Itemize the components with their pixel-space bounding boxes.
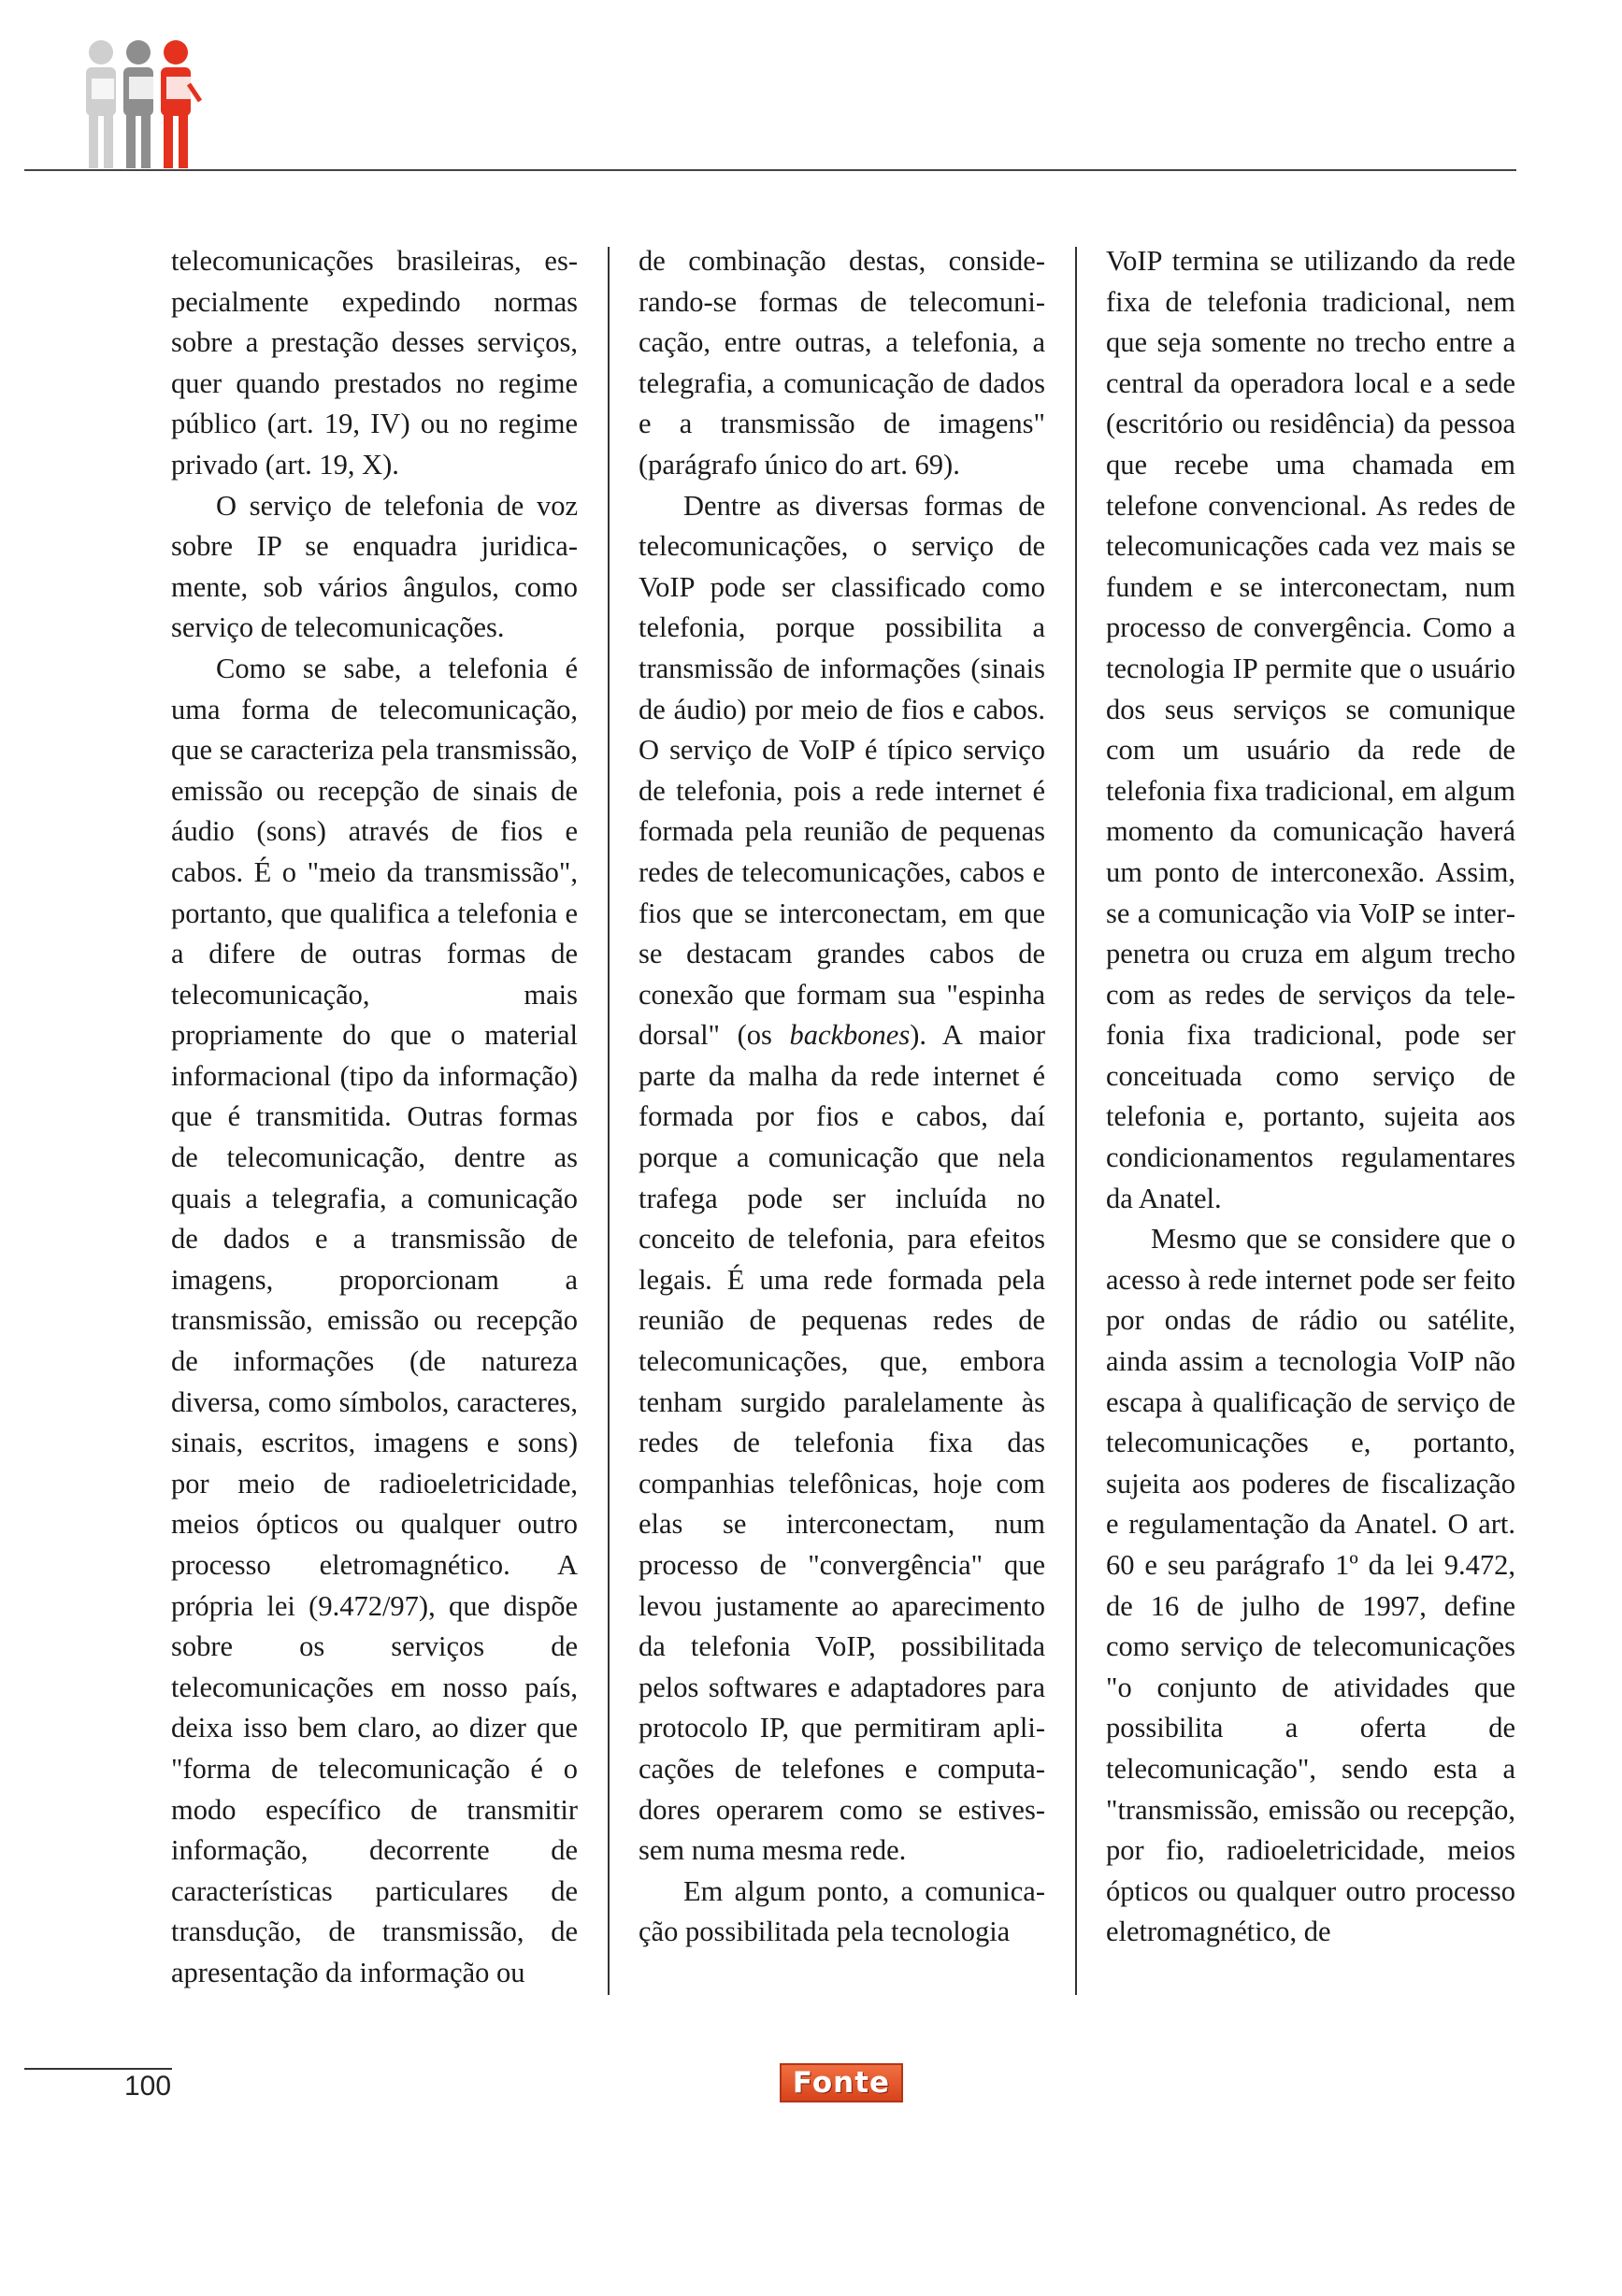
italic-term: backbones	[789, 1019, 911, 1052]
paragraph: telecomunicações brasileiras, especialmente expedindo normas sobre a prestação desses serviços, quer quando prestados no regime público (art. 19, IV) ou no regime privado (art. 19, X).	[171, 245, 578, 481]
paragraph: Em algum ponto, a comunicação possibilitada pela tecnologia	[639, 1874, 1045, 1948]
paragraph: Mesmo que se considere que o acesso à rede internet pode ser feito por ondas de rádio ou satélite, ainda assim a tecnologia VoIP não escapa à qualificação de serviço de telecomunicações e, portanto, sujeita aos poderes de fiscalização e regulamentação da Anatel. O art. 60 e seu parágrafo 1º da lei 9.472, de 16 de julho de 1997, define como serviço de telecomunicações "o conjunto de atividades que possibilita a oferta de telecomunicação", sendo esta a "transmissão, emissão ou recepção, por fio, radioeletricidade, meios ópticos ou qualquer outro processo eletromagnético, de	[1106, 1223, 1515, 1948]
fonte-logo: Fonte	[780, 2063, 903, 2102]
paragraph: VoIP termina se utilizando da rede fixa de telefonia tradicional, nem que seja somente no trecho entre a central da operadora local e a sede (escritório ou residência) da pessoa que recebe uma chamada em telefone convencional. As redes de telecomunicações cada vez mais se fundem e se interconectam, num processo de convergência. Como a tecnologia IP permite que o usuário dos seus serviços se comunique com um usuário da rede de telefonia fixa tradicional, em algum momento da comunicação haverá um ponto de interconexão. Assim, se a comunicação via VoIP se interpenetra ou cruza em algum trecho com as redes de serviços da telefonia fixa tradicional, pode ser conceituada como serviço de telefonia e, portanto, sujeita aos condicionamentos regulamentares da Anatel.	[1106, 245, 1515, 1214]
people-group-logo-icon	[73, 36, 213, 176]
paragraph: de combinação destas, considerando-se formas de telecomunicação, entre outras, a telefonia, a telegrafia, a comunicação de dados e a transmissão de imagens" (parágrafo único do art. 69).	[639, 245, 1045, 481]
text-column-2	[639, 241, 1045, 1999]
paragraph: Como se sabe, a telefonia é uma forma de telecomunicação, que se caracteriza pela transmissão, emissão ou recepção de sinais de áudio (sons) através de fios e cabos. É o "meio da transmissão", portanto, que qualifica a telefonia e a difere de outras formas de telecomunicação, mais propriamente do que o material informacional (tipo da informação) que é transmitida. Outras formas de telecomunicação, dentre as quais a telegrafia, a comunicação de dados e a transmissão de imagens, proporcionam a transmissão, emissão ou recepção de informações (de natureza diversa, como símbolos, caracteres, sinais, escritos, imagens e sons) por meio de radioeletricidade, meios ópticos ou qualquer outro processo eletromagnético. A própria lei (9.472/97), que dispõe sobre os serviços de telecomunicações em nosso país, deixa isso bem claro, ao dizer que "forma de telecomunicação é o modo específico de transmitir informação, decorrente de características particulares de transdução, de transmissão, de apresentação da informação ou	[171, 652, 578, 1988]
header-rule	[24, 169, 1516, 171]
text-column-1	[171, 241, 578, 1999]
page-number: 100	[124, 2071, 172, 2102]
paragraph: O serviço de telefonia de voz sobre IP se enquadra juridicamente, sob vários ângulos, como serviço de telecomunicações.	[171, 489, 578, 644]
text-column-3	[1106, 241, 1515, 1999]
column-divider	[608, 247, 610, 1995]
column-divider	[1075, 247, 1077, 1995]
paragraph: Dentre as diversas formas de telecomunicações, o serviço de VoIP pode ser classificado como telefonia, porque possibilita a transmissão de informações (sinais de áudio) por meio de fios e cabos. O serviço de VoIP é típico serviço de telefonia, pois a rede internet é formada pela reunião de pequenas redes de telecomunicações, cabos e fios que se interconectam, em que se destacam grandes cabos de conexão que formam sua "espinha dorsal" (os backbones). A maior parte da malha da rede internet é formada por fios e cabos, daí porque a comunicação que nela trafega pode ser incluída no conceito de telefonia, para efeitos legais. É uma rede formada pela reunião de pequenas redes de telecomunicações, que, embora tenham surgido paralelamente às redes de telefonia fixa das companhias telefônicas, hoje com elas se interconectam, num processo de "convergência" que levou justamente ao aparecimento da telefonia VoIP, possibilitada pelos softwares e adaptadores para protocolo IP, que permitiram aplicações de telefones e computadores operarem como se estivessem numa mesma rede.	[639, 489, 1045, 1867]
